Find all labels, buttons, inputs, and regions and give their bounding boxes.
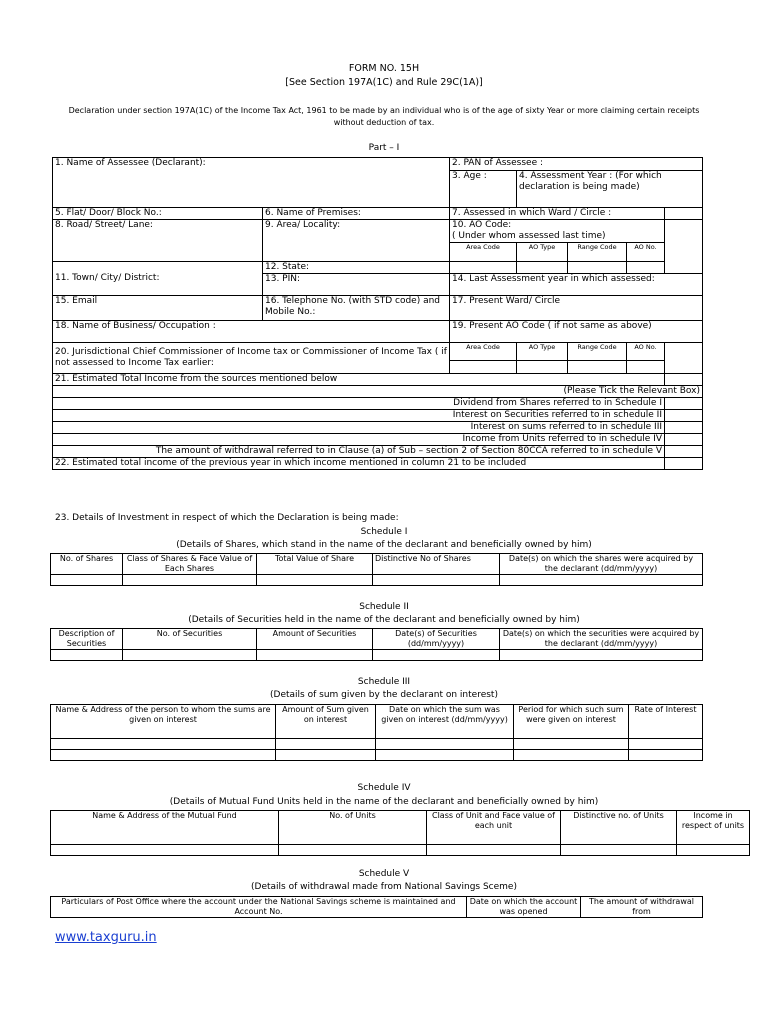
s3-col-date: Date on which the sum was given on interest (dd/mm/yyyy)	[376, 705, 514, 739]
tick-box-withdrawal[interactable]	[665, 446, 703, 458]
s3-col-period: Period for which such sum were given on interest	[514, 705, 629, 739]
s2-col-number: No. of Securities	[123, 629, 257, 650]
field-state[interactable]: 12. State:	[263, 262, 450, 274]
schedule-4-title: Schedule IV	[357, 783, 411, 793]
schedule-1-subtitle: (Details of Shares, which stand in the name of the declarant and beneficially owned by him)	[176, 540, 592, 550]
ao-range-input[interactable]	[568, 262, 627, 274]
s3-col-rate: Rate of Interest	[629, 705, 703, 739]
field-estimated-income: 21. Estimated Total Income from the sources mentioned below	[53, 374, 665, 386]
field-name-of-assessee[interactable]: 1. Name of Assessee (Declarant):	[53, 158, 450, 208]
ao-range-code: Range Code	[568, 243, 627, 262]
s1-col-shares: No. of Shares	[51, 554, 123, 575]
schedule-3-subtitle: (Details of sum given by the declarant on interest)	[270, 690, 498, 700]
ao2-extra-cell[interactable]	[665, 343, 703, 374]
table-row[interactable]	[51, 739, 703, 750]
ao2-no: AO No.	[627, 343, 665, 361]
schedule-5-subtitle: (Details of withdrawal made from National Savings Sceme)	[251, 882, 517, 892]
schedule-3-table	[50, 704, 703, 761]
s5-col-amount: The amount of withdrawal from	[581, 897, 703, 918]
tick-box-dividend[interactable]	[665, 398, 703, 410]
ao-code-note: ( Under whom assessed last time)	[452, 231, 606, 241]
s4-col-distinctive: Distinctive no. of Units	[561, 811, 677, 845]
schedule-4-subtitle: (Details of Mutual Fund Units held in the name of the declarant and beneficially owned by him)	[169, 797, 599, 807]
field-present-ward[interactable]: 17. Present Ward/ Circle	[450, 296, 703, 321]
field-road-street[interactable]: 8. Road/ Street/ Lane:	[53, 220, 263, 262]
schedule-3-title: Schedule III	[357, 677, 411, 687]
ao2-no-input[interactable]	[627, 361, 665, 374]
schedule-2-table	[50, 628, 703, 661]
field-ao-code[interactable]	[450, 220, 665, 243]
field-ward-circle[interactable]: 7. Assessed in which Ward / Circle :	[450, 208, 665, 220]
ao-code-label: 10. AO Code:	[452, 220, 512, 230]
table-row[interactable]	[51, 750, 703, 761]
tick-box-sums[interactable]	[665, 422, 703, 434]
schedule-5-title: Schedule V	[358, 869, 410, 879]
field-pan[interactable]: 2. PAN of Assessee :	[450, 158, 703, 171]
s4-col-class: Class of Unit and Face value of each unit	[427, 811, 561, 845]
part-heading: Part – I	[368, 143, 400, 153]
s3-col-name: Name & Address of the person to whom the sums are given on interest	[51, 705, 276, 739]
s2-col-description: Description of Securities	[51, 629, 123, 650]
ao-area-input[interactable]	[450, 262, 517, 274]
table-row[interactable]	[51, 845, 750, 856]
s4-col-units: No. of Units	[279, 811, 427, 845]
tick-box-securities[interactable]	[665, 410, 703, 422]
ao2-area-code: Area Code	[450, 343, 517, 361]
s1-col-total: Total Value of Share	[257, 554, 373, 575]
field-premises[interactable]: 6. Name of Premises:	[263, 208, 450, 220]
schedule-1-title: Schedule I	[360, 527, 408, 537]
field-assessment-year[interactable]: 4. Assessment Year : (For which declaration is being made)	[517, 171, 703, 208]
estimated-total-box[interactable]	[665, 458, 703, 470]
s2-col-dates: Date(s) of Securities (dd/mm/yyyy)	[373, 629, 500, 650]
s1-col-date: Date(s) on which the shares were acquired by the declarant (dd/mm/yyyy)	[500, 554, 703, 575]
field-age[interactable]: 3. Age :	[450, 171, 517, 208]
table-row[interactable]	[51, 650, 703, 661]
field-email[interactable]: 15. Email	[53, 296, 263, 321]
s5-col-date-opened: Date on which the account was opened	[467, 897, 581, 918]
ao2-type-input[interactable]	[517, 361, 568, 374]
field-flat-door[interactable]: 5. Flat/ Door/ Block No.:	[53, 208, 263, 220]
s1-col-distinctive: Distinctive No of Shares	[373, 554, 500, 575]
ao-extra-cell[interactable]	[665, 220, 703, 274]
schedule-2-title: Schedule II	[359, 602, 409, 612]
field-last-assessment[interactable]: 14. Last Assessment year in which assessed:	[450, 274, 703, 296]
s2-col-amount: Amount of Securities	[257, 629, 373, 650]
schedule-5-table	[50, 896, 703, 918]
ao2-area-input[interactable]	[450, 361, 517, 374]
field-business[interactable]: 18. Name of Business/ Occupation :	[53, 321, 450, 343]
field-town-city[interactable]: 11. Town/ City/ District:	[53, 262, 263, 296]
ao-type-input[interactable]	[517, 262, 568, 274]
schedule-1-table	[50, 553, 703, 586]
estimated-income-box[interactable]	[665, 374, 703, 386]
table-row[interactable]	[51, 575, 703, 586]
field-pin[interactable]: 13. PIN:	[263, 274, 450, 296]
source-withdrawal: The amount of withdrawal referred to in Clause (a) of Sub – section 2 of Section 80CCA referred to in schedule V	[53, 446, 665, 458]
ao-type: AO Type	[517, 243, 568, 262]
source-units: Income from Units referred to in schedule IV	[53, 434, 665, 446]
schedule-4-table	[50, 810, 750, 856]
s5-col-particulars: Particulars of Post Office where the account under the National Savings scheme is maintained and Account No.	[51, 897, 467, 918]
ao2-range-code: Range Code	[568, 343, 627, 361]
s4-col-name: Name & Address of the Mutual Fund	[51, 811, 279, 845]
tick-box-units[interactable]	[665, 434, 703, 446]
field-present-ao[interactable]: 19. Present AO Code ( if not same as above)	[450, 321, 703, 343]
ward-extra-cell[interactable]	[665, 208, 703, 220]
ao-area-code: Area Code	[450, 243, 517, 262]
ao2-range-input[interactable]	[568, 361, 627, 374]
field-telephone[interactable]: 16. Telephone No. (with STD code) and Mobile No.:	[263, 296, 450, 321]
field-jurisdictional[interactable]: 20. Jurisdictional Chief Commissioner of Income tax or Commissioner of Income Tax ( if not assessed to Income Tax earlier:	[53, 343, 450, 374]
source-dividend: Dividend from Shares referred to in Schedule I	[53, 398, 665, 410]
ao-no: AO No.	[627, 243, 665, 262]
declaration-text: Declaration under section 197A(1C) of the Income Tax Act, 1961 to be made by an individual who is of the age of sixty Year or more claiming certain receipts without deduction of tax.	[68, 106, 700, 127]
part1-table	[52, 157, 703, 470]
section-23-heading: 23. Details of Investment in respect of which the Declaration is being made:	[55, 513, 399, 523]
source-securities: Interest on Securities referred to in schedule II	[53, 410, 665, 422]
form-number: FORM NO. 15H	[348, 63, 420, 74]
tick-instruction: (Please Tick the Relevant Box)	[53, 386, 703, 398]
ao2-type: AO Type	[517, 343, 568, 361]
ao-no-input[interactable]	[627, 262, 665, 274]
form-section: [See Section 197A(1C) and Rule 29C(1A)]	[285, 77, 483, 88]
source-sums: Interest on sums referred to in schedule III	[53, 422, 665, 434]
s4-col-income: Income in respect of units	[677, 811, 750, 845]
schedule-2-subtitle: (Details of Securities held in the name of the declarant and beneficially owned by him)	[188, 615, 580, 625]
taxguru-link[interactable]: www.taxguru.in	[55, 930, 157, 945]
s2-col-acquired: Date(s) on which the securities were acquired by the declarant (dd/mm/yyyy)	[500, 629, 703, 650]
s3-col-amount: Amount of Sum given on interest	[276, 705, 376, 739]
field-estimated-total: 22. Estimated total income of the previous year in which income mentioned in column 21 to be included	[53, 458, 665, 470]
field-area-locality[interactable]: 9. Area/ Locality:	[263, 220, 450, 262]
s1-col-class: Class of Shares & Face Value of Each Shares	[123, 554, 257, 575]
